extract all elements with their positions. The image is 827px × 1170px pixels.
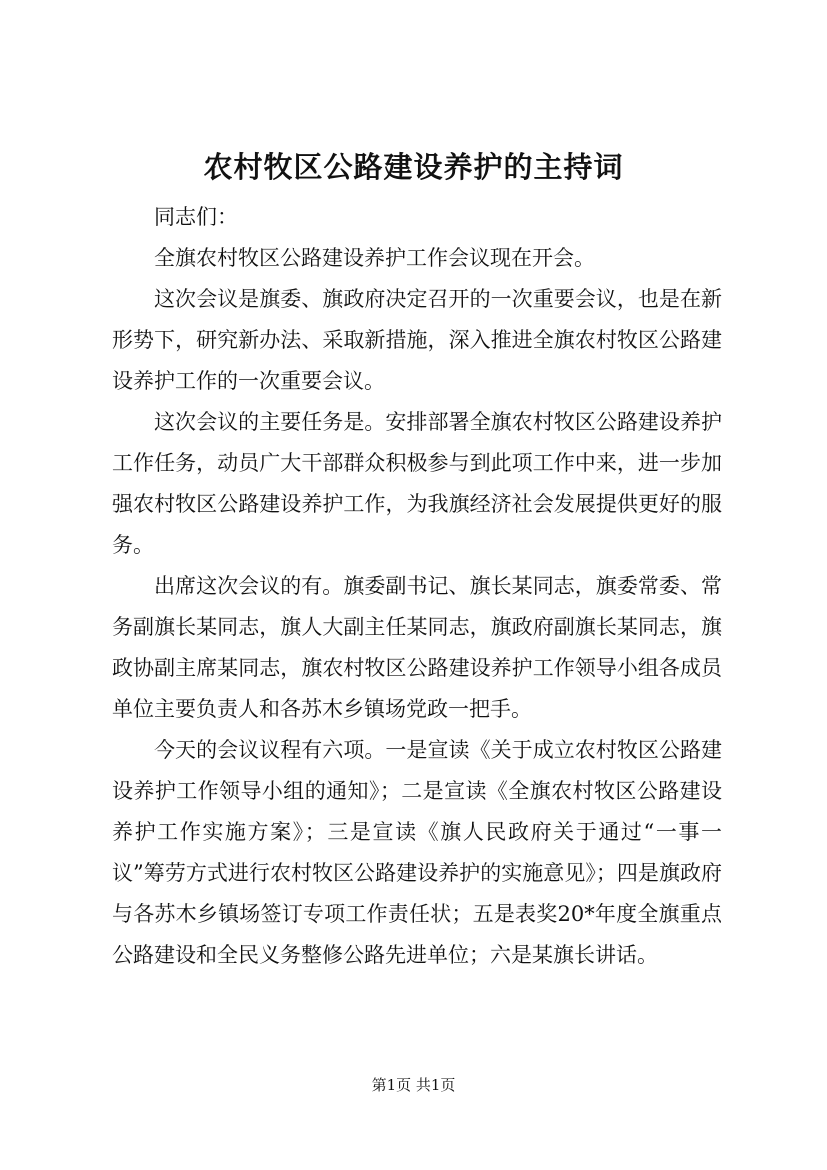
agenda-paragraph: 今天的会议议程有六项。一是宣读《关于成立农村牧区公路建设养护工作领导小组的通知》；二是宣读《全旗农村牧区公路建设养护工作实施方案》；三是宣读《旗人民政府关于通过“一事一议”筹劳方式进行农村牧区公路建设养护的实施意见》；四是旗政府与各苏木乡镇场签订专项工作责任状；五是表奖20*年度全旗重点公路建设和全民义务整修公路先进单位；六是某旗长讲话。: [112, 738, 722, 967]
meeting-tasks-paragraph: 这次会议的主要任务是。安排部署全旗农村牧区公路建设养护工作任务，动员广大干部群众积极参与到此项工作中来，进一步加强农村牧区公路建设养护工作，为我旗经济社会发展提供更好的服务。: [112, 410, 722, 557]
salutation-paragraph: 同志们：: [154, 205, 238, 229]
opening-paragraph: 全旗农村牧区公路建设养护工作会议现在开会。: [154, 246, 595, 270]
meeting-importance-paragraph: 这次会议是旗委、旗政府决定召开的一次重要会议，也是在新形势下，研究新办法、采取新措施，深入推进全旗农村牧区公路建设养护工作的一次重要会议。: [112, 287, 722, 393]
document-body: [112, 197, 722, 976]
document-title: 农村牧区公路建设养护的主持词: [203, 150, 624, 184]
page-number-footer: 第1页 共1页: [371, 1076, 456, 1094]
attendees-paragraph: 出席这次会议的有。旗委副书记、旗长某同志，旗委常委、常务副旗长某同志，旗人大副主任某同志，旗政府副旗长某同志，旗政协副主席某同志，旗农村牧区公路建设养护工作领导小组各成员单位主要负责人和各苏木乡镇场党政一把手。: [112, 574, 722, 721]
